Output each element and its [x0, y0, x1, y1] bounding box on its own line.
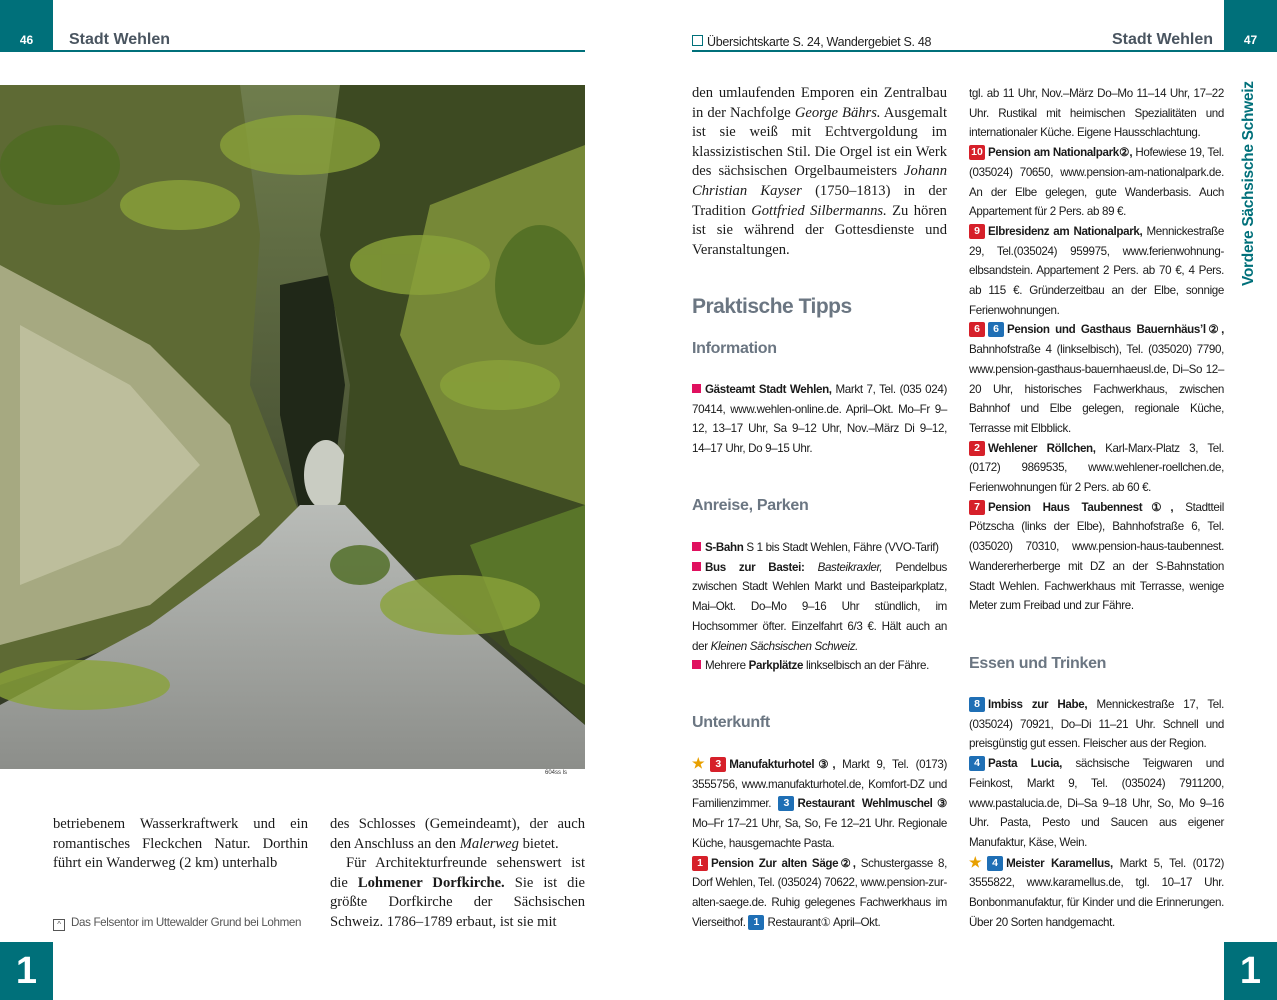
entry-text: Markt 5, Tel. (0172) 3555822, www.karamellus.de, tgl. 10–17 Uhr. Bonbonmanufaktur, für Kinder und die Erinnerungen. Über 20 Sorten handgemacht. [969, 856, 1224, 929]
entry-text: Karl-Marx-Platz 3, Tel. (0172) 9869535, www.wehlener-roellchen.de, Ferienwohnungen für 2 Pers. ab 60 €. [969, 441, 1224, 495]
entry-name: Elbresidenz am Nationalpark, [988, 224, 1143, 238]
bus-italic-2: Kleinen Sächsischen Schweiz. [710, 639, 859, 653]
bullet-icon [692, 542, 701, 551]
left-col2-text [330, 815, 585, 933]
information-name: Gästeamt Stadt Wehlen, [705, 383, 832, 396]
information-text: Markt 7, Tel. (035 024) 70414, www.wehlen-online.de. April–Okt. Mo–Fr 9–12, 13–17 Uhr, Sa 9–12 Uhr, Nov.–März Di 9–12, 14–17 Uhr, Do 9–15 Uhr. [692, 383, 947, 456]
col4-continuation: tgl. ab 11 Uhr, Nov.–März Do–Mo 11–14 Uhr, 17–22 Uhr. Rustikal mit heimischen Spezialitäten und internationaler Küche. Eigene Hausschlachtung. [969, 87, 1224, 140]
side-tab-text: Vordere Sächsische Schweiz [1240, 81, 1257, 286]
unterkunft-entry [969, 439, 1224, 498]
bus-label: Bus zur Bastei: [705, 560, 805, 574]
entry-text: Markt 9, Tel. (0173) 3555756, www.manufakturhotel.de, Komfort-DZ und Familienzimmer. [692, 758, 948, 811]
gorge-photo [0, 85, 585, 769]
entry-text: Bahnhofstraße 4 (linkselbisch), Tel. (035020) 7790, www.pension-gasthaus-bauernhaeusl.de, Di–So 12–20 Uhr, historisches Fachwerkhaus, zwischen Bahnhof und Elbe gelegen, regionale Küche, Terrasse mit Elbblick. [969, 343, 1224, 435]
park-a: Mehrere [705, 659, 746, 673]
unterkunft-title: Unterkunft [692, 714, 770, 731]
right-header-links [692, 35, 931, 49]
left-col2-c: Für Architekturfreunde sehenswert ist die [330, 855, 585, 891]
left-col2-malerweg: Malerweg [459, 835, 519, 852]
left-page-number: 46 [19, 33, 34, 47]
map-number-badge: 1 [692, 856, 708, 871]
left-col1-paragraph: betriebenem Wasserkraftwerk und ein romantisches Fleckchen Natur. Dorthin führt ein Wanderweg (2 km) unterhalb [53, 816, 308, 872]
park-c: linkselbisch an der Fähre. [805, 659, 929, 673]
entry-name: Imbiss zur Habe, [988, 698, 1088, 711]
anreise-sbahn [692, 538, 947, 558]
essen-entry [969, 695, 1224, 754]
anreise-bus [692, 558, 947, 657]
intro-silbermann: Gottfried Silbermanns. [751, 202, 887, 219]
bullet-icon [692, 660, 701, 669]
essen-entries [969, 695, 1224, 932]
map-number-badge: 3 [778, 796, 794, 811]
right-page-number: 47 [1243, 33, 1258, 47]
unterkunft-entry [969, 143, 1224, 222]
park-b: Parkplätze [748, 659, 804, 673]
map-number-badge: 8 [969, 697, 985, 712]
map-number-badge: 6 [969, 322, 985, 337]
intro-kayser: Johann Christian Kayser [692, 163, 948, 199]
map-number-badge: 4 [987, 856, 1003, 871]
sbahn-label: S-Bahn [705, 541, 744, 554]
map-number-badge: 7 [969, 500, 985, 515]
map-number-badge: 6 [988, 322, 1004, 337]
information-entry [692, 380, 947, 459]
caption-text: Das Felsentor im Uttewalder Grund bei Lohmen [71, 916, 302, 929]
left-header-title: Stadt Wehlen [69, 31, 171, 48]
anreise-park [692, 656, 947, 676]
left-col1-text [53, 815, 308, 874]
map-square-icon [692, 35, 703, 46]
information-title: Information [692, 340, 777, 357]
map-number-badge: 9 [969, 224, 985, 239]
unterkunft-entry [969, 320, 1224, 438]
anreise-title: Anreise, Parken [692, 497, 809, 514]
intro-george: George Bährs. [794, 104, 881, 121]
left-header-rule [53, 50, 585, 52]
unterkunft-entry [692, 754, 947, 854]
entry-name: Meister Karamellus, [1006, 856, 1113, 870]
left-col2-a: des Schlosses (Gemeindeamt), der auch den Anschluss an den [330, 816, 585, 852]
map-number-badge: 3 [710, 757, 726, 772]
left-page-number-box [0, 0, 53, 52]
essen-title: Essen und Trinken [969, 655, 1107, 672]
map-number-badge: 4 [969, 756, 985, 771]
bus-text: Pendelbus zwischen Stadt Wehlen Markt und Basteiparkplatz, Mai–Okt. Do–Mo 9–16 Uhr stündlich, im Hochsommer öfter. Einzelfahrt 6/3 €. Hält auch an der [692, 560, 947, 653]
map-number-badge: 2 [969, 441, 985, 456]
entry-name: Pension Zur alten Säge②, [711, 856, 856, 870]
entry-text: Schustergasse 8, Dorf Wehlen, Tel. (035024) 70622, www.pension-zur-alten-saege.de. Ruhig gelegenes Fachwerkhaus im Vierseithof. [692, 856, 948, 929]
unterkunft-entries [692, 754, 947, 932]
entry-name: Manufakturhotel③, [729, 758, 836, 771]
left-col2-b: bietet. [522, 835, 559, 852]
right-header-title: Stadt Wehlen [1112, 31, 1214, 48]
essen-entry [969, 853, 1224, 933]
unterkunft-entry [969, 498, 1224, 616]
photo-caption [53, 913, 315, 933]
bus-italic: Basteikraxler, [817, 560, 883, 574]
entry-text: Mo–Fr 17–21 Uhr, Sa, So, Fe 12–21 Uhr. Regionale Küche, hausgemachte Pasta. [692, 817, 947, 850]
bullet-icon [692, 562, 701, 571]
right-page-number-box [1224, 0, 1277, 52]
unterkunft-entry [969, 222, 1224, 321]
intro-paragraph [692, 84, 947, 260]
entry-name: Pension und Gasthaus Bauernhäus’l②, [1007, 323, 1224, 337]
map-number-badge: 10 [969, 145, 985, 160]
column-4 [969, 84, 1224, 616]
entry-text: Hofewiese 19, Tel. (035024) 70650, www.pension-am-nationalpark.de. An der Elbe gelegen, gute Wanderbasis. Auch Appartement für 2 Pers. ab 89 €. [969, 146, 1224, 219]
entry-text: Mennickestraße 29, Tel.(035024) 959975, www.ferienwohnung-elbsandstein. Appartement 2 Pers. ab 70 €, 4 Pers. ab 115 €. Gründerzeitbau an der Elbe, sonnige Ferienwohnungen. [969, 224, 1225, 317]
left-chapter-tab: 1 [0, 942, 53, 1000]
right-header-rule [692, 50, 1224, 52]
intro-b: Ausgemalt ist sie weiß mit Echtvergoldung im klassizistischen Stil. Die Orgel ist ein Werk des sächsischen Orgelbaumeisters [692, 104, 948, 180]
entry-name: Restaurant Wehlmuschel③ [797, 797, 948, 811]
kids-icon: ★ [692, 755, 709, 771]
map-number-badge: 1 [748, 915, 764, 930]
intro-c: (1750–1813) in der Tradition [692, 182, 947, 219]
entry-name: Pension Haus Taubennest①, [988, 500, 1174, 514]
intro-a: den umlaufenden Emporen ein Zentralbau in der Nachfolge [692, 85, 947, 121]
entry-text: sächsische Teigwaren und Feinkost, Markt 9, Tel. (035024) 7911200, www.pastalucia.de, Di–Sa 9–18 Uhr, So, Mo 9–16 Uhr. Pasta, Pesto und Saucen aus eigener Manufaktur, Käse, Wein. [969, 757, 1224, 849]
entry-name: Pension am Nationalpark②, [988, 146, 1133, 160]
gorge-photo-illustration [0, 85, 585, 769]
right-chapter-tab: 1 [1224, 942, 1277, 1000]
right-header-links-text: Übersichtskarte S. 24, Wandergebiet S. 48 [707, 35, 932, 49]
caption-icon: ^ [53, 919, 65, 931]
entry-name: Wehlener Röllchen, [988, 441, 1096, 455]
entry-text: Mennickestraße 17, Tel. (035024) 70921, Do–Di 11–21 Uhr. Schnell und preisgünstig gut essen. Fleischer aus der Region. [969, 698, 1224, 751]
kids-icon: ★ [969, 853, 986, 870]
essen-entry [969, 754, 1224, 853]
section-title: Praktische Tipps [692, 295, 852, 318]
photo-credit: 604ss ls [545, 770, 568, 776]
unterkunft-entry [692, 854, 947, 933]
left-col2-lohmener: Lohmener Dorfkirche. [357, 874, 505, 891]
entry-name: Pasta Lucia, [988, 757, 1063, 771]
entry-text: Stadtteil Pötzscha (links der Elbe), Bahnhofstraße 6, Tel. (035020) 70310, www.pension-haus-taubennest. Wandererherberge mit DZ an der S-Bahnstation Stadt Wehlen. Fachwerkhaus mit Terrasse, wenige Meter zum Freibad und zur Fähre. [969, 500, 1224, 613]
entry-text: Restaurant① April–Okt. [767, 915, 881, 929]
intro-d: Zu hören ist sie während der Gottesdienste und Veranstaltungen. [692, 202, 947, 258]
side-tab [1233, 81, 1263, 288]
anreise-entries [692, 538, 947, 676]
bullet-icon [692, 384, 701, 393]
left-col2-d: Sie ist die größte Dorfkirche der Sächsischen Schweiz. 1786–1789 erbaut, ist sie mit [330, 874, 585, 930]
sbahn-text: S 1 bis Stadt Wehlen, Fähre (VVO-Tarif) [746, 541, 939, 554]
